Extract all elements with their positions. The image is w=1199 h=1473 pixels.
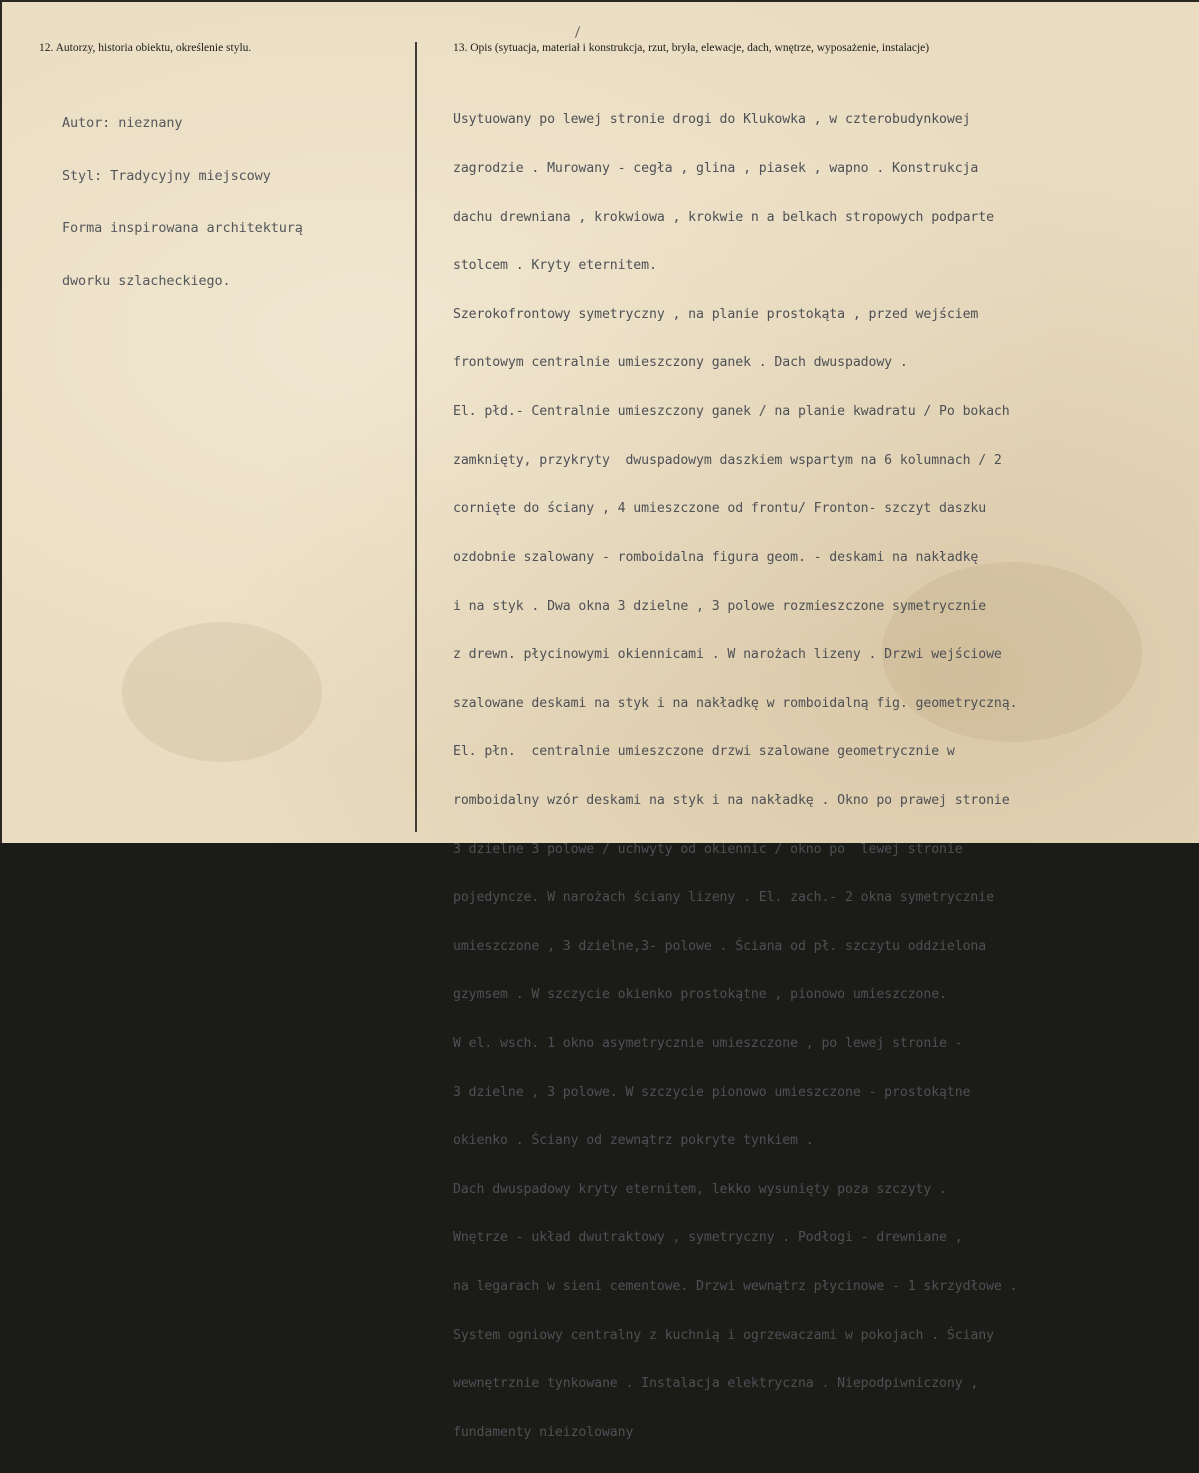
typed-line: na legarach w sieni cementowe. Drzwi wewnątrz płycinowe - 1 skrzydłowe . [453,1279,1018,1295]
typed-line: okienko . Ściany od zewnątrz pokryte tynkiem . [453,1133,814,1149]
typed-line: Styl: Tradycyjny miejscowy [62,167,271,184]
typed-line: frontowym centralnie umieszczony ganek . Dach dwuspadowy . [453,355,908,371]
typed-line: romboidalny wzór deskami na styk i na nakładkę . Okno po prawej stronie [453,792,1010,808]
typed-line: i na styk . Dwa okna 3 dzielne , 3 polowe rozmieszczone symetrycznie [453,598,987,614]
typed-line: 3 dzielne , 3 polowe. W szczycie pionowo umieszczone - prostokątne [453,1084,971,1100]
section-13-heading: 13. Opis (sytuacja, materiał i konstrukcja, rzut, bryła, elewacje, dach, wnętrze, wyposażenie, instalacje) [453,42,930,54]
typed-line: dachu drewniana , krokwiowa , krokwie n a belkach stropowych podparte [453,209,994,225]
typed-line: gzymsem . W szczycie okienko prostokątne , pionowo umieszczone. [453,987,947,1003]
typed-line: Wnętrze - układ dwutraktowy , symetryczny . Podłogi - drewniane , [453,1230,963,1246]
typed-line: zamknięty, przykryty dwuspadowym daszkiem wspartym na 6 kolumnach / 2 [453,452,1002,468]
typed-line: W el. wsch. 1 okno asymetrycznie umieszczone , po lewej stronie - [453,1035,963,1051]
typed-line: Forma inspirowana architekturą [62,220,303,236]
typed-line: ozdobnie szalowany - romboidalna figura geom. - deskami na nakładkę [453,549,979,565]
typed-line: Usytuowany po lewej stronie drogi do Klukowka , w czterobudynkowej [453,112,971,128]
typed-line: z drewn. płycinowymi okiennicami . W narożach lizeny . Drzwi wejściowe [453,647,1002,663]
column-divider [415,42,417,832]
typed-line: dworku szlacheckiego. [62,272,231,289]
typed-line: System ogniowy centralny z kuchnią i ogrzewaczami w pokojach . Ściany [453,1327,994,1343]
section-12-heading: 12. Autorzy, historia obiektu, określenie stylu. [39,42,252,54]
description-text [453,80,1017,1473]
authors-style-text [62,80,303,325]
pencil-mark [575,26,580,38]
typed-line: Szerokofrontowy symetryczny , na planie prostokąta , przed wejściem [453,306,979,322]
typed-line: El. płd.- Centralnie umieszczony ganek / na planie kwadratu / Po bokach [453,404,1010,420]
paper-stain [122,622,322,762]
typed-line: stolcem . Kryty eternitem. [453,258,657,274]
typed-line: pojedyncze. W narożach ściany lizeny . El. zach.- 2 okna symetrycznie [453,890,994,906]
typed-line: cornięte do ściany , 4 umieszczone od frontu/ Fronton- szczyt daszku [453,501,987,517]
typed-line: fundamenty nieizolowany [453,1424,634,1440]
typed-line: El. płn. centralnie umieszczone drzwi szalowane geometrycznie w [453,744,955,760]
typed-line: umieszczone , 3 dzielne,3- polowe . Ściana od pł. szczytu oddzielona [453,938,987,954]
typed-line: 3 dzielne 3 polowe / uchwyty od okiennic / okno po lewej stronie [453,841,963,857]
typed-line: wewnętrznie tynkowane . Instalacja elektryczna . Niepodpiwniczony , [453,1376,979,1392]
typed-line: zagrodzie . Murowany - cegła , glina , piasek , wapno . Konstrukcja [453,161,979,177]
typed-line: szalowane deskami na styk i na nakładkę w romboidalną fig. geometryczną. [453,695,1018,711]
typed-line: Dach dwuspadowy kryty eternitem, lekko wysunięty poza szczyty . [453,1181,947,1197]
typed-line: Autor: nieznany [62,115,183,131]
